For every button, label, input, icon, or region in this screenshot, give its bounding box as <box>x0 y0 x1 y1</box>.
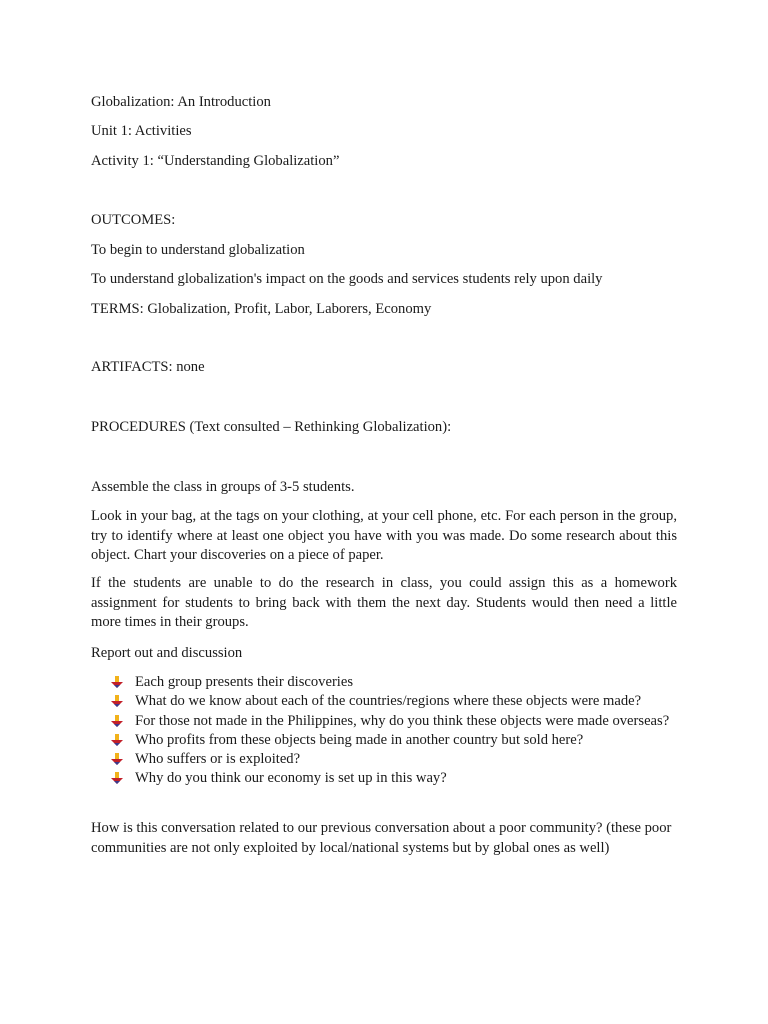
arrow-down-bullet-icon <box>111 695 123 708</box>
arrow-down-bullet-icon <box>111 734 123 747</box>
unit-title: Unit 1: Activities <box>91 123 192 139</box>
outcome-item: To begin to understand globalization <box>91 242 305 258</box>
procedure-step: Look in your bag, at the tags on your clothing, at your cell phone, etc. For each person in the group, try to identify where at least one object you have with you was made. Do some research about this object. Chart your discoveries on a piece of paper. <box>91 508 677 563</box>
outcomes-heading: OUTCOMES: <box>91 212 176 228</box>
procedures-heading: PROCEDURES (Text consulted – Rethinking Globalization): <box>91 419 452 435</box>
arrow-down-bullet-icon <box>111 676 123 689</box>
list-item-text: What do we know about each of the countries/regions where these objects were made? <box>135 693 642 710</box>
list-item-text: Each group presents their discoveries <box>135 674 354 690</box>
procedure-step: If the students are unable to do the research in class, you could assign this as a homework assignment for students to bring back with them the next day. Students would then need a little more times in their groups. <box>91 575 677 630</box>
list-item-text: Why do you think our economy is set up in this way? <box>135 770 447 787</box>
discussion-list <box>91 673 677 789</box>
artifacts-line: ARTIFACTS: none <box>91 359 205 375</box>
list-item <box>91 750 677 769</box>
list-item <box>91 692 677 711</box>
list-item-text: Who profits from these objects being made in another country but sold here? <box>135 731 584 748</box>
activity-title: Activity 1: “Understanding Globalization” <box>91 153 340 169</box>
terms-line: TERMS: Globalization, Profit, Labor, Laborers, Economy <box>91 301 432 317</box>
course-title: Globalization: An Introduction <box>91 94 271 110</box>
list-item-text: Who suffers or is exploited? <box>135 751 301 768</box>
list-item <box>91 731 677 750</box>
list-item-text: For those not made in the Philippines, why do you think these objects were made overseas? <box>135 712 670 729</box>
arrow-down-bullet-icon <box>111 715 123 728</box>
procedure-step: Assemble the class in groups of 3-5 students. <box>91 479 355 495</box>
arrow-down-bullet-icon <box>111 772 123 785</box>
list-item <box>91 712 677 731</box>
outcome-item: To understand globalization's impact on the goods and services students rely upon daily <box>91 271 603 287</box>
list-item <box>91 673 677 692</box>
report-heading: Report out and discussion <box>91 645 243 661</box>
list-item <box>91 769 677 788</box>
arrow-down-bullet-icon <box>111 753 123 766</box>
closing-paragraph: How is this conversation related to our previous conversation about a poor community? (these poor communities are not only exploited by local/national systems but by global ones as well) <box>91 820 672 856</box>
